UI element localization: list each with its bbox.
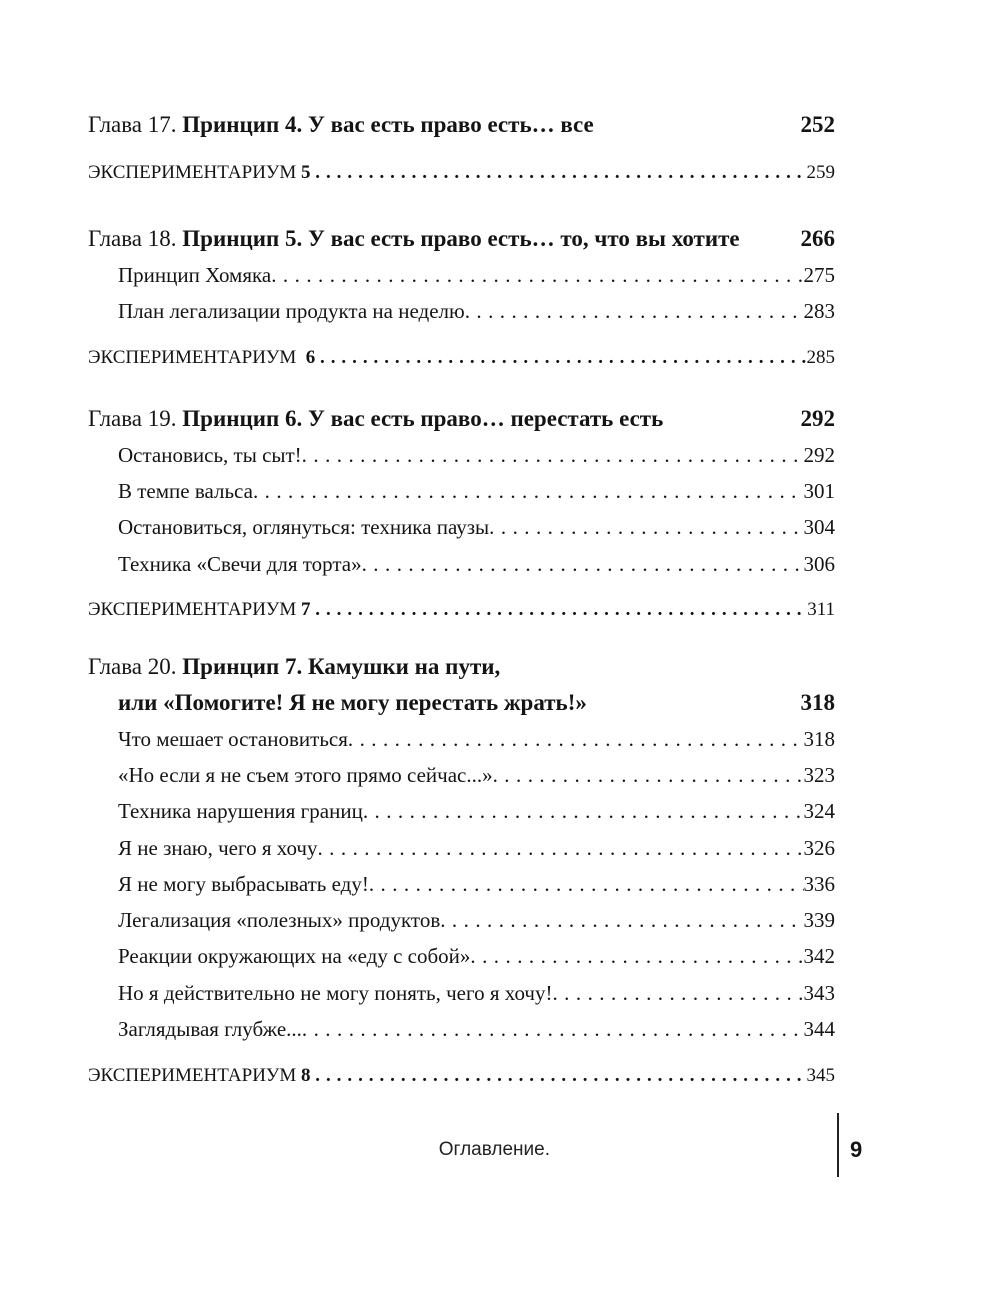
toc-chapter-18[interactable] [88, 226, 835, 260]
chapter-prefix: Глава 17. [88, 112, 177, 137]
chapter-title: Принцип 6. У вас есть право… перестать есть [182, 406, 664, 431]
entry-label: Остановись, ты сыт! [118, 443, 302, 467]
entry-label: В темпе вальса [118, 479, 253, 503]
toc-chapter-17[interactable] [88, 112, 835, 146]
chapter-page: 318 [800, 690, 835, 715]
chapter-title: Принцип 7. Камушки на пути, [182, 654, 501, 679]
entry-page: 283 [803, 299, 835, 323]
toc-entry[interactable] [88, 763, 835, 797]
entry-label: Я не знаю, чего я хочу [118, 836, 318, 860]
experimentarium-label: ЭКСПЕРИМЕНТАРИУМ [88, 599, 297, 620]
entry-label: Остановиться, оглянуться: техника паузы [118, 515, 490, 539]
dot-leader [369, 872, 804, 897]
entry-page: 343 [803, 981, 835, 1005]
entry-page: 292 [803, 443, 835, 467]
toc-experimentarium-7[interactable] [88, 599, 835, 633]
chapter-prefix: Глава 18. [88, 226, 177, 251]
entry-label: Техника нарушения границ [118, 799, 363, 823]
toc-entry[interactable] [88, 944, 835, 978]
toc-entry[interactable] [88, 515, 835, 549]
toc-experimentarium-5[interactable] [88, 162, 835, 196]
toc-entry[interactable] [88, 552, 835, 586]
entry-page: 339 [803, 908, 835, 932]
toc-entry[interactable] [88, 443, 835, 477]
entry-page: 301 [803, 479, 835, 503]
entry-page: 344 [803, 1017, 835, 1041]
chapter-page: 252 [800, 112, 835, 137]
entry-page: 318 [803, 727, 835, 751]
entry-page: 336 [803, 872, 835, 896]
entry-page: 323 [803, 763, 835, 787]
toc-entry[interactable] [88, 872, 835, 906]
experimentarium-label: ЭКСПЕРИМЕНТАРИУМ [88, 162, 297, 183]
page-number: 9 [850, 1137, 863, 1162]
chapter-prefix: Глава 19. [88, 406, 177, 431]
entry-label: Легализация «полезных» продуктов [118, 908, 441, 932]
entry-page: 324 [803, 799, 835, 823]
toc-entry[interactable] [88, 981, 835, 1015]
dot-leader [302, 1017, 804, 1042]
entry-page: 304 [803, 515, 835, 539]
dot-leader [348, 727, 804, 752]
toc-entry[interactable] [88, 263, 835, 297]
toc-entry[interactable] [88, 836, 835, 870]
entry-label: Принцип Хомяка [118, 263, 272, 287]
toc-entry[interactable] [88, 727, 835, 761]
entry-page: 275 [803, 263, 835, 287]
dot-leader [315, 599, 807, 621]
dot-leader [315, 1065, 806, 1087]
entry-page: 285 [806, 347, 835, 368]
toc-experimentarium-8[interactable] [88, 1065, 835, 1099]
chapter-title: Принцип 5. У вас есть право есть… то, что вы хотите [182, 226, 740, 251]
toc-entry[interactable] [88, 799, 835, 833]
chapter-prefix: Глава 20. [88, 654, 177, 679]
dot-leader [489, 515, 803, 540]
entry-label: Я не могу выбрасывать еду! [118, 872, 369, 896]
entry-page: 306 [803, 552, 835, 576]
toc-chapter-19[interactable] [88, 406, 835, 440]
entry-label: Реакции окружающих на «еду с собой» [118, 944, 471, 968]
experimentarium-label: ЭКСПЕРИМЕНТАРИУМ [88, 1065, 297, 1086]
dot-leader [271, 263, 803, 288]
experimentarium-number: 7 [301, 599, 311, 620]
dot-leader [493, 763, 804, 788]
toc-entry[interactable] [88, 1017, 835, 1051]
dot-leader [465, 299, 804, 324]
entry-page: 326 [803, 836, 835, 860]
entry-label: План легализации продукта на неделю [118, 299, 465, 323]
entry-label: Что мешает остановиться [118, 727, 348, 751]
chapter-page: 266 [800, 226, 835, 251]
entry-label: Заглядывая глубже... [118, 1017, 302, 1041]
running-footer-label: Оглавление. [438, 1139, 550, 1160]
experimentarium-number: 8 [301, 1065, 311, 1086]
entry-page: 311 [807, 599, 835, 620]
experimentarium-number: 5 [301, 162, 311, 183]
dot-leader [440, 908, 803, 933]
toc-chapter-20-line1[interactable] [88, 654, 835, 688]
dot-leader [315, 162, 806, 184]
toc-entry[interactable] [88, 299, 835, 333]
dot-leader [363, 799, 804, 824]
entry-label: Техника «Свечи для торта» [118, 552, 362, 576]
dot-leader [302, 443, 804, 468]
dot-leader [253, 479, 804, 504]
toc-entry[interactable] [88, 908, 835, 942]
dot-leader [362, 552, 804, 577]
dot-leader [320, 347, 806, 369]
entry-label: Но я действительно не могу понять, чего я хочу! [118, 981, 553, 1005]
entry-page: 342 [803, 944, 835, 968]
chapter-title: Принцип 4. У вас есть право есть… все [182, 112, 594, 137]
dot-leader [317, 836, 803, 861]
entry-label: «Но если я не съем этого прямо сейчас...» [118, 763, 493, 787]
experimentarium-number: 6 [305, 347, 316, 368]
entry-page: 259 [806, 162, 835, 183]
toc-experimentarium-6[interactable] [88, 347, 835, 381]
dot-leader [552, 981, 803, 1006]
dot-leader [470, 944, 803, 969]
toc-entry[interactable] [88, 479, 835, 513]
toc-chapter-20-line2[interactable] [88, 690, 835, 724]
chapter-page: 292 [800, 406, 835, 431]
entry-page: 345 [806, 1065, 835, 1086]
experimentarium-label: ЭКСПЕРИМЕНТАРИУМ [88, 347, 297, 368]
footer-divider [837, 1113, 839, 1177]
chapter-title-continued: или «Помогите! Я не могу перестать жрать!» [118, 690, 587, 715]
